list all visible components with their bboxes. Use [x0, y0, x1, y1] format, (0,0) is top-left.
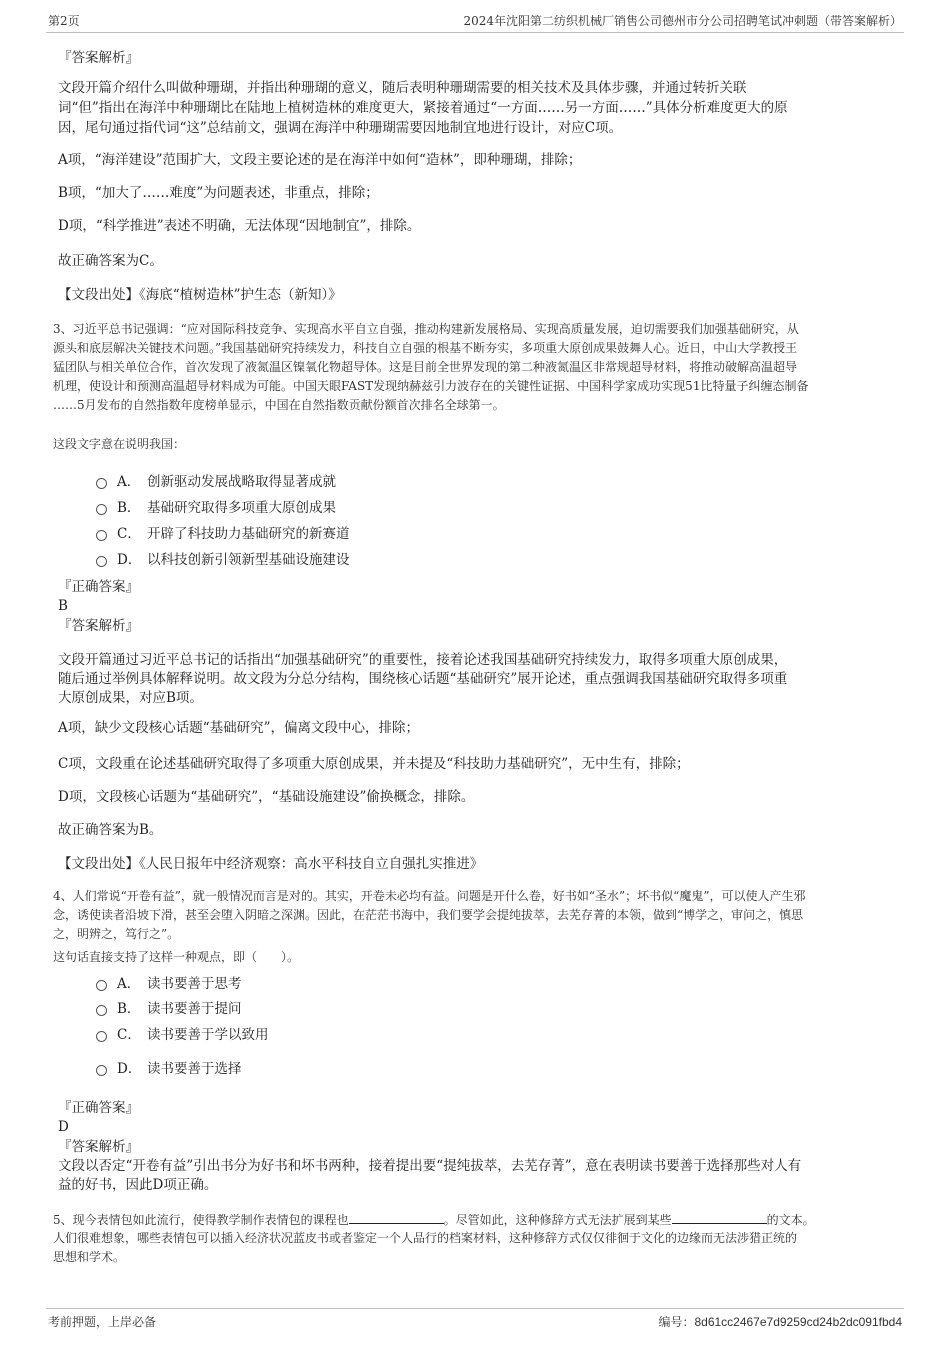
question-text: 之，明辨之，笃行之”。: [53, 927, 180, 941]
option-a-explanation: A项，缺少文段核心话题“基础研究”，偏离文段中心，排除；: [58, 720, 420, 736]
footer-slogan: 考前押题，上岸必备: [48, 1315, 157, 1329]
option-b[interactable]: B． 基础研究取得多项重大原创成果: [96, 496, 336, 516]
option-c[interactable]: C． 读书要善于学以致用: [96, 1023, 269, 1043]
radio-icon[interactable]: [96, 556, 107, 567]
option-b-explanation: B项，“加大了……难度”为问题表述，非重点，排除；: [58, 185, 379, 201]
question-text: 念，诱使读者沿坡下滑，甚至会堕入阴暗之深渊。因此，在茫茫书海中，我们要学会提纯拔萃，去芜存菁的本领，做到“博学之，审问之，慎思: [53, 908, 804, 922]
question-text: 源头和底层解决关键技术问题。”我国基础研究持续发力，科技自立自强的根基不断夯实，多项重大原创成果鼓舞人心。近日，中山大学教授王: [53, 341, 798, 355]
question-stem: 这段文字意在说明我国：: [53, 437, 186, 451]
analysis-label: 『答案解析』: [58, 618, 139, 634]
radio-icon[interactable]: [96, 980, 107, 991]
analysis-text: 大原创成果，对应B项。: [58, 690, 203, 706]
correct-answer-label: 『正确答案』: [58, 579, 139, 595]
document-code: 编号：8d61cc2467e7d9259cd24b2dc091fbd4: [658, 1315, 902, 1329]
option-a-explanation: A项，“海洋建设”范围扩大，文段主要论述的是在海洋中如何“造林”，即种珊瑚，排除；: [58, 152, 582, 168]
radio-icon[interactable]: [96, 530, 107, 541]
header-divider: [46, 32, 904, 33]
radio-icon[interactable]: [96, 1005, 107, 1016]
correct-answer: B: [58, 598, 68, 614]
footer-divider: [46, 1308, 904, 1309]
radio-icon[interactable]: [96, 1031, 107, 1042]
analysis-text: 词“但”指出在海洋中种珊瑚比在陆地上植树造林的难度更大，紧接着通过“一方面……另一方面……”具体分析难度更大的原: [58, 100, 788, 116]
question-stem: 这句话直接支持了这样一种观点，即（ ）。: [53, 950, 300, 964]
option-a[interactable]: A． 创新驱动发展战略取得显著成就: [96, 470, 336, 490]
question-text: 人们很难想象，哪些表情包可以插入经济状况蓝皮书或者鉴定一个人品行的档案材料，这种修辞方式仅仅徘徊于文化的边缘而无法涉猎正统的: [53, 1231, 798, 1245]
option-a[interactable]: A． 读书要善于思考: [96, 972, 242, 992]
radio-icon[interactable]: [96, 478, 107, 489]
question-text: 思想和学术。: [53, 1250, 126, 1264]
question-text: 5、现今表情包如此流行，使得教学制作表情包的课程也 。尽管如此，这种修辞方式无法扩展到某些 的文本。: [53, 1210, 815, 1230]
analysis-text: 因，尾句通过指代词“这”总结前文，强调在海洋中种珊瑚需要因地制宜地进行设计，对应C项。: [58, 120, 623, 136]
question-text: 3、习近平总书记强调：“应对国际科技竞争、实现高水平自立自强，推动构建新发展格局、实现高质量发展，迫切需要我们加强基础研究，从: [53, 322, 799, 336]
option-d[interactable]: D． 以科技创新引领新型基础设施建设: [96, 548, 350, 568]
correct-answer-label: 『正确答案』: [58, 1100, 139, 1116]
final-answer: 故正确答案为B。: [58, 822, 163, 838]
page-number: 第2页: [48, 14, 80, 28]
final-answer: 故正确答案为C。: [58, 253, 163, 269]
option-d[interactable]: D． 读书要善于选择: [96, 1057, 242, 1077]
source-citation: 【文段出处】《海底“植树造林”护生态（新知）》: [58, 287, 342, 303]
option-b[interactable]: B． 读书要善于提问: [96, 997, 242, 1017]
analysis-text: 随后通过举例具体解释说明。故文段为分总分结构，围绕核心话题“基础研究”展开论述，重点强调我国基础研究取得多项重: [58, 671, 788, 687]
option-c-explanation: C项，文段重在论述基础研究取得了多项重大原创成果，并未提及“科技助力基础研究”，无中生有，排除；: [58, 756, 690, 772]
analysis-text: 文段开篇介绍什么叫做种珊瑚，并指出种珊瑚的意义，随后表明种珊瑚需要的相关技术及具体步骤，并通过转折关联: [58, 80, 747, 96]
analysis-label: 『答案解析』: [58, 50, 139, 66]
option-c[interactable]: C． 开辟了科技助力基础研究的新赛道: [96, 522, 350, 542]
document-title: 2024年沈阳第二纺织机械厂销售公司德州市分公司招聘笔试冲刺题（带答案解析）: [463, 14, 902, 28]
radio-icon[interactable]: [96, 504, 107, 515]
question-text: 4、人们常说“开卷有益”，就一般情况而言是对的。其实，开卷未必均有益。问题是开什么卷，好书如“圣水”；坏书似“魔鬼”，可以使人产生邪: [53, 889, 806, 903]
option-d-explanation: D项，“科学推进”表述不明确，无法体现“因地制宜”，排除。: [58, 218, 421, 234]
correct-answer: D: [58, 1119, 69, 1135]
analysis-label: 『答案解析』: [58, 1139, 139, 1155]
source-citation: 【文段出处】《人民日报年中经济观察：高水平科技自立自强扎实推进》: [58, 856, 484, 872]
radio-icon[interactable]: [96, 1065, 107, 1076]
fill-blank[interactable]: [349, 1210, 444, 1224]
analysis-text: 益的好书，因此D项正确。: [58, 1177, 218, 1193]
option-d-explanation: D项，文段核心话题为“基础研究”，“基础设施建设”偷换概念，排除。: [58, 789, 475, 805]
analysis-text: 文段开篇通过习近平总书记的话指出“加强基础研究”的重要性，接着论述我国基础研究持续发力，取得多项重大原创成果，: [58, 652, 788, 668]
fill-blank[interactable]: [672, 1210, 767, 1224]
analysis-text: 文段以否定“开卷有益”引出书分为好书和坏书两种，接着提出要“提纯拔萃，去芜存菁”，意在表明读书要善于选择那些对人有: [58, 1158, 802, 1174]
question-text: 机理，使设计和预测高温超导材料成为可能。中国天眼FAST发现纳赫兹引力波存在的关键性证据、中国科学家成功实现51比特量子纠缠态制备: [53, 379, 809, 393]
question-text: 猛团队与相关单位合作，首次发现了液氮温区镍氧化物超导体。这是目前全世界发现的第二种液氮温区非常规超导材料，将推动破解高温超导: [53, 360, 798, 374]
question-text: ……5月发布的自然指数年度榜单显示，中国在自然指数贡献份额首次排名全球第一。: [53, 398, 505, 412]
